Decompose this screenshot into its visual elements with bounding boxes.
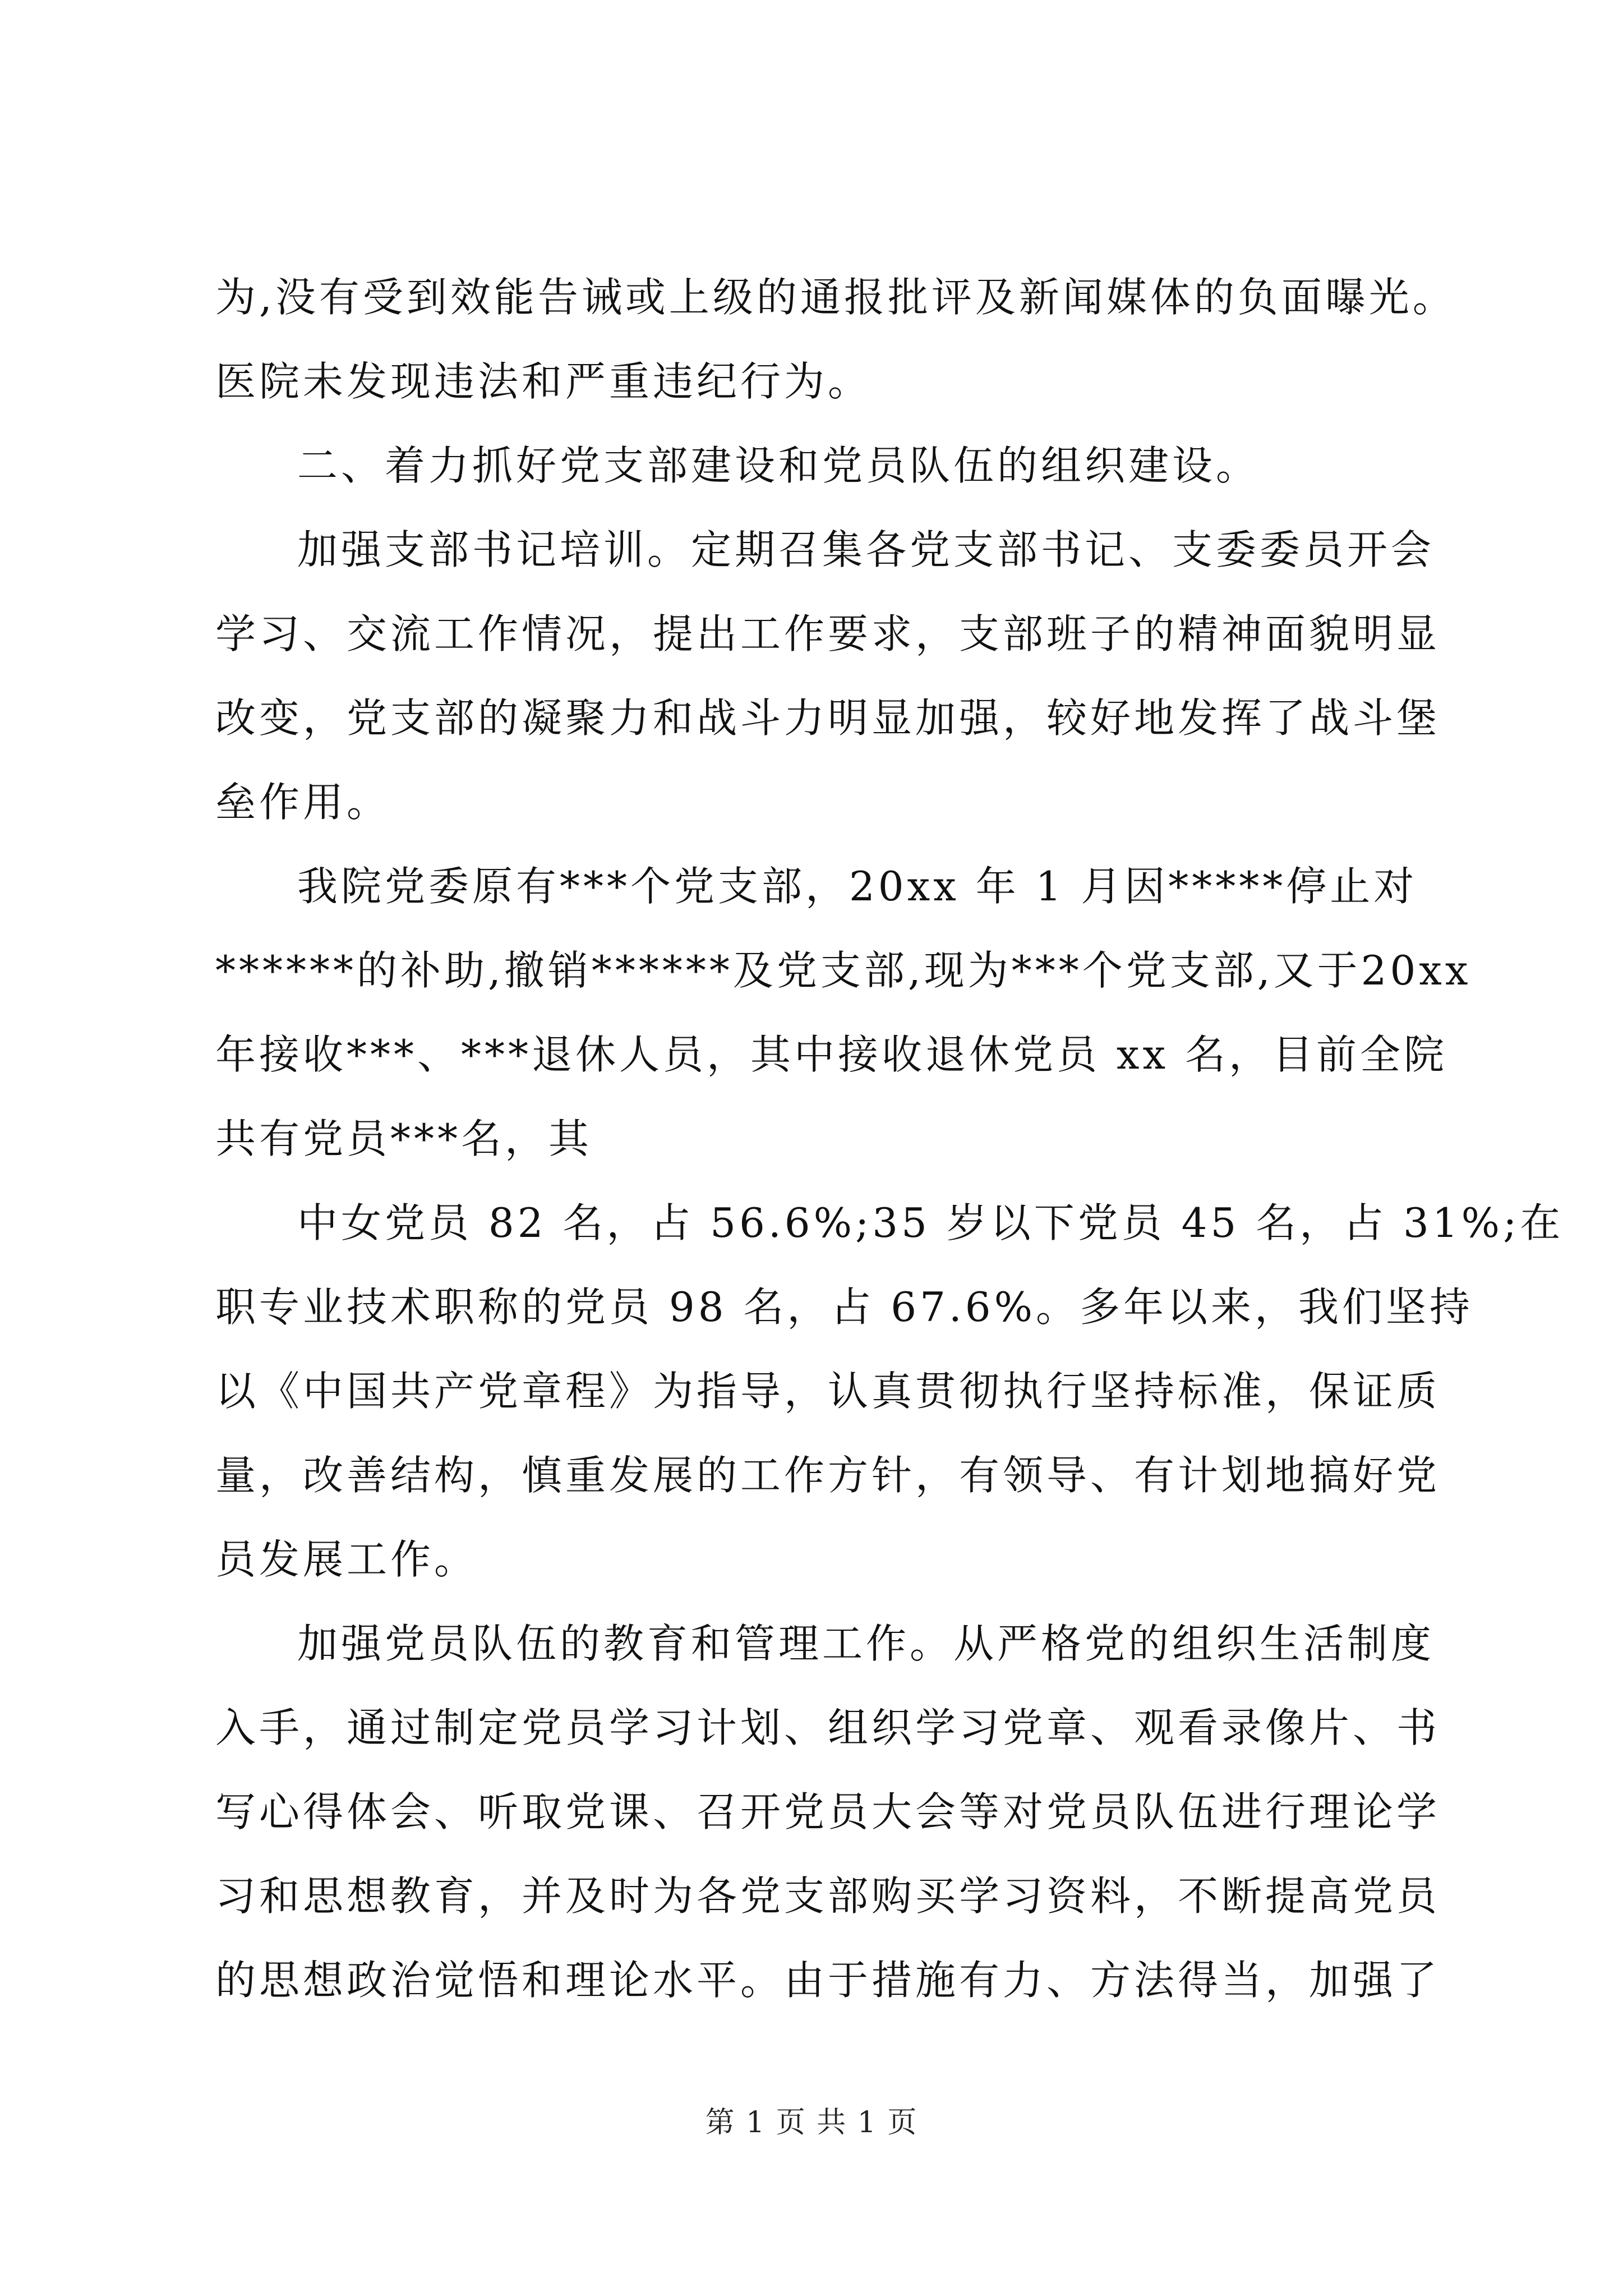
text-line: 改变，党支部的凝聚力和战斗力明显加强，较好地发挥了战斗堡 [215, 694, 1441, 742]
paragraph-start: 我院党委原有***个党支部，20xx 年 1 月因*****停止对 [297, 863, 1418, 910]
text-line: 共有党员***名，其 [215, 1115, 593, 1162]
text-line: 习和思想教育，并及时为各党支部购买学习资料，不断提高党员 [215, 1872, 1441, 1920]
text-line: 垒作用。 [215, 779, 391, 826]
text-line: 入手，通过制定党员学习计划、组织学习党章、观看录像片、书 [215, 1704, 1441, 1751]
page-footer: 第 1 页 共 1 页 [705, 2106, 918, 2139]
text-line: 员发展工作。 [215, 1536, 478, 1583]
paragraph-start: 加强党员队伍的教育和管理工作。从严格党的组织生活制度 [297, 1620, 1435, 1667]
text-line: 以《中国共产党章程》为指导，认真贯彻执行坚持标准，保证质 [215, 1368, 1441, 1415]
text-line: ******的补助,撤销******及党支部,现为***个党支部,又于20xx [215, 947, 1472, 994]
text-line: 的思想政治觉悟和理论水平。由于措施有力、方法得当，加强了 [215, 1957, 1441, 2004]
paragraph-start: 中女党员 82 名，占 56.6%;35 岁以下党员 45 名，占 31%;在 [297, 1199, 1564, 1246]
document-body [215, 255, 1564, 2022]
text-line: 医院未发现违法和严重违纪行为。 [215, 358, 872, 405]
text-line: 学习、交流工作情况，提出工作要求，支部班子的精神面貌明显 [215, 610, 1441, 657]
paragraph-start: 加强支部书记培训。定期召集各党支部书记、支委委员开会 [297, 526, 1435, 573]
text-line: 职专业技术职称的党员 98 名，占 67.6%。多年以来，我们坚持 [215, 1283, 1474, 1331]
text-line: 写心得体会、听取党课、召开党员大会等对党员队伍进行理论学 [215, 1788, 1441, 1835]
text-line: 年接收***、***退休人员，其中接收退休党员 xx 名，目前全院 [215, 1031, 1447, 1078]
section-heading: 二、着力抓好党支部建设和党员队伍的组织建设。 [297, 442, 1260, 489]
text-line: 量，改善结构，慎重发展的工作方针，有领导、有计划地搞好党 [215, 1452, 1441, 1499]
text-line: 为,没有受到效能告诫或上级的通报批评及新闻媒体的负面曝光。 [215, 274, 1456, 321]
